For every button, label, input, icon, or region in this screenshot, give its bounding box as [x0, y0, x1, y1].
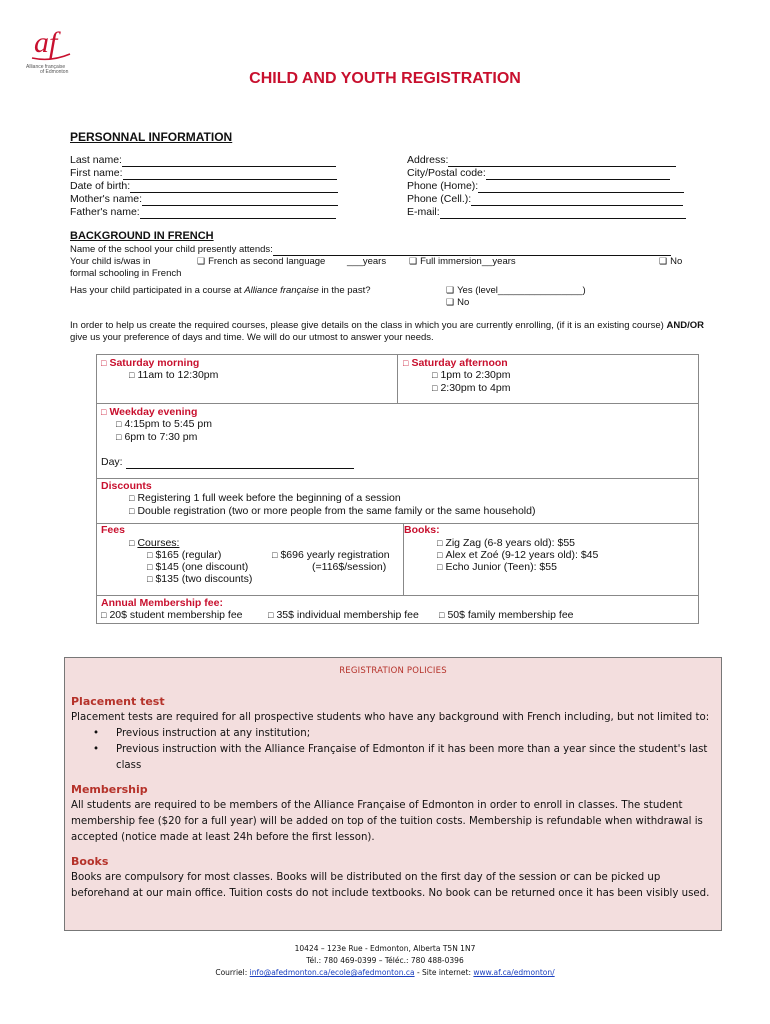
school-field[interactable]: Name of the school your child presently attends: — [70, 243, 671, 256]
membership-student-option[interactable]: □ 20$ student membership fee — [101, 609, 243, 621]
discounts-heading: Discounts — [101, 480, 152, 492]
placement-text: Placement tests are required for all prospective students who have any background with French including, but not limited to: — [71, 712, 710, 723]
placement-heading: Placement test — [71, 695, 165, 708]
membership-individual-option[interactable]: □ 35$ individual membership fee — [268, 609, 419, 621]
alliance-francaise-logo — [26, 24, 76, 75]
checkbox-icon: ❑ — [446, 285, 455, 295]
page-title: CHILD AND YOUTH REGISTRATION — [249, 70, 521, 87]
father-name-field[interactable]: Father's name: — [70, 206, 360, 219]
membership-fee-heading: Annual Membership fee: — [101, 597, 223, 609]
personal-heading: PERSONNAL INFORMATION — [70, 130, 233, 144]
slot-4-15pm[interactable]: □ 4:15pm to 5:45 pm — [116, 418, 212, 430]
membership-text: All students are required to be members of the Alliance Française of Edmonton in order to enroll in classes. The student membership fee ($20 for a full year) will be added on top of the tuition costs. Membership is refundable when withdrawal is accepted (notice made at least 24h before the first lesson). — [71, 800, 703, 843]
website-link[interactable]: www.af.ca/edmonton/ — [473, 968, 555, 977]
yearly-note: (=116$/session) — [312, 561, 387, 573]
footer-contact: Courriel: info@afedmonton.ca/ecole@afedmonton.ca - Site internet: www.af.ca/edmonton/ — [215, 968, 555, 977]
intro-paragraph: In order to help us create the required courses, please give details on the class in which you are currently enrolling, (if it is an existing course) AND/OR give us your preference of days and time. We will do our utmost to answer your needs. — [70, 320, 704, 343]
formal-schooling-label: formal schooling in French — [70, 268, 182, 279]
book-alex-zoe-option[interactable]: □ Alex et Zoé (9-12 years old): $45 — [437, 549, 599, 561]
dob-field[interactable]: Date of birth: — [70, 180, 360, 193]
book-zigzag-option[interactable]: □ Zig Zag (6-8 years old): $55 — [437, 537, 575, 549]
checkbox-icon: ❑ — [446, 297, 455, 307]
years-field[interactable]: ___years — [347, 256, 387, 267]
slot-6pm[interactable]: □ 6pm to 7:30 pm — [116, 431, 198, 443]
personal-right-fields — [407, 154, 697, 219]
placement-bullet-1: • Previous instruction at any institution; — [93, 728, 311, 739]
fee-regular-option[interactable]: □ $165 (regular) — [147, 549, 222, 561]
email-link[interactable]: info@afedmonton.ca/ecole@afedmonton.ca — [249, 968, 415, 977]
background-heading: BACKGROUND IN FRENCH — [70, 230, 214, 242]
mother-name-field[interactable]: Mother's name: — [70, 193, 360, 206]
fees-heading: Fees — [101, 524, 125, 536]
courses-option[interactable]: □ Courses: — [129, 537, 180, 549]
membership-heading: Membership — [71, 783, 148, 796]
slot-11am[interactable]: □ 11am to 12:30pm — [129, 369, 219, 381]
logo-line-1: Alliance française — [26, 64, 66, 70]
fee-two-discounts-option[interactable]: □ $135 (two discounts) — [147, 573, 253, 585]
yearly-registration-option[interactable]: □ $696 yearly registration — [272, 549, 390, 561]
personal-left-fields — [70, 154, 360, 219]
books-policy-text: Books are compulsory for most classes. Books will be distributed on the first day of the session or can be picked up beforehand at our main office. Tuition costs do not include textbooks. No book can be returned once it has been visibly used. — [71, 872, 710, 899]
footer-phones: Tél.: 780 469-0399 – Téléc.: 780 488-0396 — [306, 956, 464, 965]
registration-policies-box — [64, 657, 722, 931]
address-field[interactable]: Address: — [407, 154, 697, 167]
slot-1pm[interactable]: □ 1pm to 2:30pm — [432, 369, 511, 381]
saturday-morning-option[interactable]: □ Saturday morning — [101, 357, 200, 369]
weekday-evening-option[interactable]: □ Weekday evening — [101, 406, 198, 418]
discount-double-option[interactable]: □ Double registration (two or more people from the same family or the same household) — [129, 505, 536, 517]
email-field[interactable]: E-mail: — [407, 206, 697, 219]
logo-line-2: of Edmonton — [40, 69, 69, 75]
no-immersion-checkbox[interactable]: ❑ No — [659, 256, 683, 267]
full-immersion-checkbox[interactable]: ❑ Full immersion__years — [409, 256, 516, 267]
participated-question: Has your child participated in a course at Alliance française in the past? — [70, 285, 371, 296]
books-policy-heading: Books — [71, 855, 109, 868]
discount-early-option[interactable]: □ Registering 1 full week before the beginning of a session — [129, 492, 401, 504]
fee-one-discount-option[interactable]: □ $145 (one discount) — [147, 561, 249, 573]
phone-home-field[interactable]: Phone (Home): — [407, 180, 697, 193]
no-participated-checkbox[interactable]: ❑ No — [446, 297, 470, 308]
footer — [0, 943, 770, 979]
saturday-afternoon-option[interactable]: □ Saturday afternoon — [403, 357, 508, 369]
footer-address: 10424 – 123e Rue - Edmonton, Alberta T5N 1N7 — [294, 944, 476, 953]
child-was-in-label: Your child is/was in — [70, 256, 151, 267]
checkbox-icon: ❑ — [409, 256, 418, 266]
svg-text:af: af — [34, 26, 58, 59]
yes-level-checkbox[interactable]: ❑ Yes (level________________) — [446, 285, 586, 296]
policies-title: REGISTRATION POLICIES — [339, 666, 447, 676]
checkbox-icon: ❑ — [659, 256, 668, 266]
slot-2-30pm[interactable]: □ 2:30pm to 4pm — [432, 382, 511, 394]
last-name-field[interactable]: Last name: — [70, 154, 360, 167]
checkbox-icon: ❑ — [197, 256, 206, 266]
placement-bullet-2: • Previous instruction with the Alliance Française of Edmonton if it has been more than a year since the student's last class — [93, 744, 708, 771]
city-postal-field[interactable]: City/Postal code: — [407, 167, 697, 180]
phone-cell-field[interactable]: Phone (Cell.): — [407, 193, 697, 206]
membership-family-option[interactable]: □ 50$ family membership fee — [439, 609, 574, 621]
day-field[interactable]: Day: — [101, 456, 354, 469]
first-name-field[interactable]: First name: — [70, 167, 360, 180]
books-heading: Books: — [404, 524, 440, 536]
second-language-checkbox[interactable]: ❑ French as second language — [197, 256, 326, 267]
book-echo-junior-option[interactable]: □ Echo Junior (Teen): $55 — [437, 561, 557, 573]
